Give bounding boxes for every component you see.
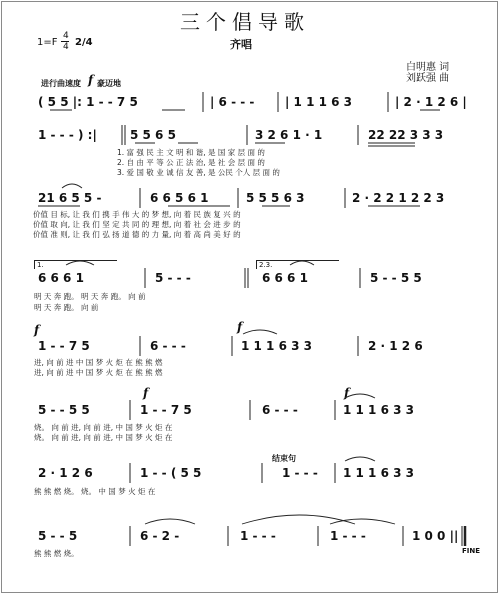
row-3-measure-3: 5 - - 5 5 bbox=[370, 271, 422, 285]
row-1-measure-1: 5 5 6 5 bbox=[130, 128, 176, 142]
row-4-lyrics-2: 进, 向 前 进 中 国 梦 火 炬 在 熊 熊 燃 bbox=[34, 368, 163, 377]
end-phrase-label: 结束句 bbox=[272, 454, 296, 463]
row-0-measure-3: | 2 · 1 2 6 | bbox=[395, 95, 467, 109]
row-7-lyrics-1: 熊 熊 燃 烧。 bbox=[34, 549, 79, 558]
row-1-lyrics-3: 3. 爱 国 敬 业 诚 信 友 善, 是 公民 个人 层 面 的 bbox=[117, 168, 280, 177]
tempo-mood: 豪迈地 bbox=[97, 79, 121, 88]
row-5-dynamic-f: f bbox=[143, 386, 149, 400]
row-7-measure-3: 1 - - - bbox=[330, 529, 366, 543]
row-4-measure-2: 1 1 1 6 3 3 bbox=[241, 339, 312, 353]
row-3-lyrics-2: 明 天 奔 跑。 向 前 bbox=[34, 303, 99, 312]
row-4-dynamic-f: f bbox=[34, 323, 40, 337]
time-alt: 2/4 bbox=[75, 37, 93, 48]
row-6-lyrics-1: 熊 熊 燃 烧。 烧。 中 国 梦 火 炬 在 bbox=[34, 487, 156, 496]
row-2-measure-1: 6 6 5 6 1 bbox=[150, 191, 209, 205]
row-5-measure-1: 1 - - 7 5 bbox=[140, 403, 192, 417]
row-3-measure-1: 5 - - - bbox=[155, 271, 191, 285]
composer: 刘跃强 曲 bbox=[406, 73, 450, 84]
volta-1: 1. bbox=[34, 260, 117, 269]
tempo-dynamic: f bbox=[88, 73, 94, 87]
row-0-measure-0: ( 5 5 |: 1 - - 7 5 bbox=[38, 95, 138, 109]
row-2-lyrics-3: 价值 准 则, 让 我 们 弘 扬 道 德 的 力 量, 向 着 高 尚 美 好 的 bbox=[33, 230, 241, 239]
row-7-measure-4: 1 0 0 || bbox=[412, 529, 459, 543]
row-4-dynamic-f2: f bbox=[237, 320, 243, 334]
row-6-measure-3: 1 1 1 6 3 3 bbox=[343, 466, 414, 480]
row-3-measure-0: 6 6 6 1 bbox=[38, 271, 84, 285]
row-1-measure-0: 1 - - - ) :| bbox=[38, 128, 97, 142]
row-5-measure-0: 5 - - 5 5 bbox=[38, 403, 90, 417]
fine-marker: FINE bbox=[462, 547, 481, 555]
row-1-lyrics-1: 1. 富 强 民 主 文 明 和 谐, 是 国 家 层 面 的 bbox=[117, 148, 265, 157]
row-5-measure-2: 6 - - - bbox=[262, 403, 298, 417]
row-2-lyrics-2: 价值 取 向, 让 我 们 坚 定 共 同 的 理 想, 向 着 社 会 进 步 的 bbox=[33, 220, 241, 229]
row-7-measure-1: 6 - 2 - bbox=[140, 529, 180, 543]
row-4-measure-3: 2 · 1 2 6 bbox=[368, 339, 423, 353]
performance-type: 齐唱 bbox=[230, 38, 252, 51]
row-5-measure-3: 1 1 1 6 3 3 bbox=[343, 403, 414, 417]
row-5-lyrics-2: 烧。 向 前 进, 向 前 进, 中 国 梦 火 炬 在 bbox=[34, 433, 173, 442]
row-6-measure-0: 2 · 1 2 6 bbox=[38, 466, 93, 480]
row-7-measure-0: 5 - - 5 bbox=[38, 529, 78, 543]
tempo-marking: 进行曲速度 bbox=[41, 79, 81, 88]
row-4-measure-1: 6 - - - bbox=[150, 339, 186, 353]
row-3-measure-2: 6 6 6 1 bbox=[262, 271, 308, 285]
row-1-measure-3: 22 22 3 3 3 bbox=[368, 128, 444, 142]
row-4-lyrics-1: 进, 向 前 进 中 国 梦 火 炬 在 熊 熊 燃 bbox=[34, 358, 163, 367]
time-bottom: 4 bbox=[63, 42, 69, 52]
song-title: 三个倡导歌 bbox=[180, 10, 310, 34]
row-2-lyrics-1: 价值 目 标, 让 我 们 携 手 伟 大 的 梦 想, 向 着 民 族 复 兴 的 bbox=[33, 210, 241, 219]
row-2-measure-2: 5 5 5 6 3 bbox=[246, 191, 305, 205]
row-7-measure-2: 1 - - - bbox=[240, 529, 276, 543]
row-0-measure-2: | 1 1 1 6 3 bbox=[285, 95, 353, 109]
row-5-dynamic-f2: f bbox=[344, 386, 350, 400]
row-3-lyrics-1: 明 天 奔 跑。 明 天 奔 跑。 向 前 bbox=[34, 292, 146, 301]
volta-2-3: 2.3. bbox=[256, 260, 339, 269]
row-5-lyrics-1: 烧。 向 前 进, 向 前 进, 中 国 梦 火 炬 在 bbox=[34, 423, 173, 432]
key-signature: 1=F bbox=[37, 37, 58, 48]
row-0-measure-1: | 6 - - - bbox=[210, 95, 255, 109]
row-2-measure-3: 2 · 2 2 1 2 2 3 bbox=[352, 191, 445, 205]
row-1-measure-2: 3 2 6 1 · 1 bbox=[255, 128, 323, 142]
time-top: 4 bbox=[63, 31, 69, 41]
lyricist: 白明惠 词 bbox=[406, 62, 450, 73]
row-6-measure-2: 1 - - - bbox=[282, 466, 318, 480]
row-4-measure-0: 1 - - 7 5 bbox=[38, 339, 90, 353]
row-6-measure-1: 1 - - ( 5 5 bbox=[140, 466, 202, 480]
row-1-lyrics-2: 2. 自 由 平 等 公 正 法 治, 是 社 会 层 面 的 bbox=[117, 158, 265, 167]
row-2-measure-0: 21 6 5 5 - bbox=[38, 191, 102, 205]
